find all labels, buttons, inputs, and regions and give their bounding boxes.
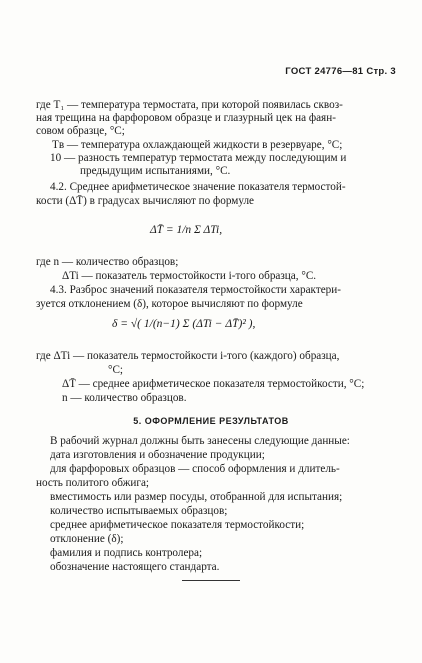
result-line: среднее арифметическое показателя термостойкости; xyxy=(50,519,305,531)
text-line: где T₁ — температура термостата, при которой появилась сквоз- xyxy=(36,99,343,111)
result-line: обозначение настоящего стандарта. xyxy=(50,561,220,573)
text-line: Tв — температура охлаждающей жидкости в резервуаре, °С; xyxy=(52,139,343,151)
text-line: n — количество образцов. xyxy=(62,392,187,404)
result-line: дата изготовления и обозначение продукции; xyxy=(50,449,265,461)
result-line: отклонение (δ); xyxy=(50,533,124,545)
result-line: В рабочий журнал должны быть занесены следующие данные: xyxy=(50,435,350,447)
section-title: 5. ОФОРМЛЕНИЕ РЕЗУЛЬТАТОВ xyxy=(133,416,289,426)
formula-deviation: δ = √( 1/(n−1) Σ (ΔTi − ΔT̄)² ), xyxy=(112,318,256,330)
text-line: ΔTi — показатель термостойкости i-того образца, °С. xyxy=(62,270,317,282)
text-line: 10 — разность температур термостата между последующим и xyxy=(50,152,347,164)
result-line: количество испытываемых образцов; xyxy=(50,505,228,517)
result-line: вместимость или размер посуды, отобранной для испытания; xyxy=(50,491,343,503)
text-line: ная трещина на фарфоровом образце и глазурный цек на фаян- xyxy=(36,112,336,124)
formula-mean: ΔT̄ = 1/n Σ ΔTi, xyxy=(150,224,223,236)
text-line: предыдущим испытаниями, °С. xyxy=(80,165,231,177)
result-line: фамилия и подпись контролера; xyxy=(50,547,203,559)
end-rule xyxy=(182,580,240,581)
result-line: ность политого обжига; xyxy=(36,477,150,489)
text-line: °С; xyxy=(108,364,124,376)
text-line: зуется отклонением (δ), которое вычисляют по формуле xyxy=(36,298,303,310)
text-line: где ΔTi — показатель термостойкости i-того (каждого) образца, xyxy=(36,350,340,362)
text-line: где n — количество образцов; xyxy=(36,256,179,268)
text-line: кости (ΔT̄) в градусах вычисляют по формуле xyxy=(36,195,255,207)
text-line: совом образце, °С; xyxy=(36,125,125,137)
result-line: для фарфоровых образцов — способ оформления и длитель- xyxy=(50,463,340,475)
text-line: 4.2. Среднее арифметическое значение показателя термостой- xyxy=(50,181,346,193)
page-header: ГОСТ 24776—81 Стр. 3 xyxy=(285,66,396,77)
text-line: 4.3. Разброс значений показателя термостойкости характери- xyxy=(50,284,341,296)
text-line: ΔT̄ — среднее арифметическое показателя термостойкости, °С; xyxy=(62,378,365,390)
